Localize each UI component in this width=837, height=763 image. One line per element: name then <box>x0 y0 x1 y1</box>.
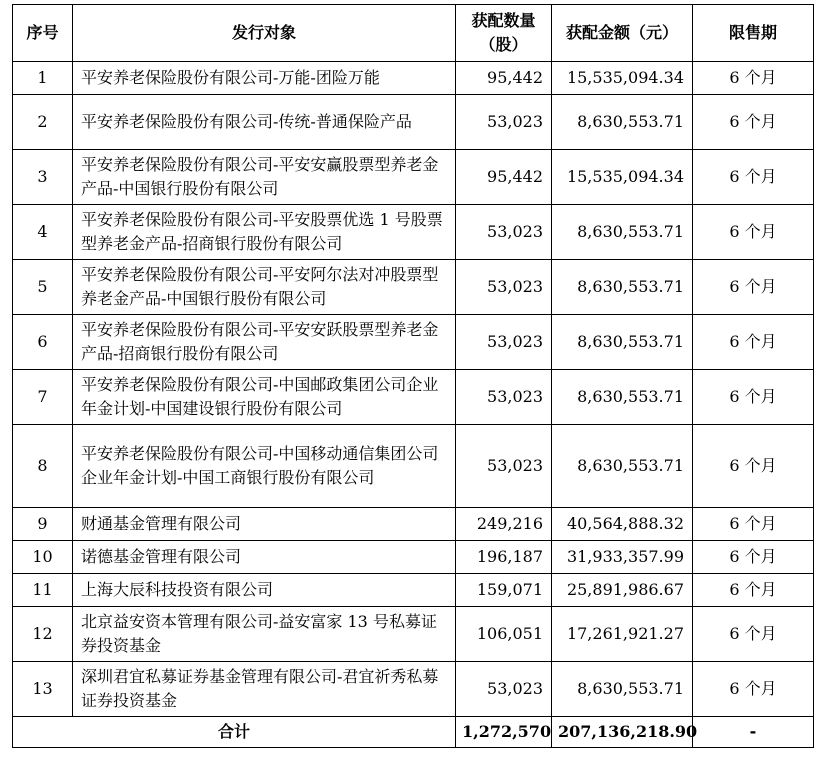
table-row <box>13 425 814 508</box>
table-row <box>13 95 814 150</box>
row-investor: 平安养老保险股份有限公司-中国移动通信集团公司企业年金计划-中国工商银行股份有限公司 <box>73 425 456 508</box>
table-row <box>13 607 814 662</box>
row-index: 4 <box>13 205 73 260</box>
table-row <box>13 315 814 370</box>
allocation-table <box>12 4 814 748</box>
row-investor: 诺德基金管理有限公司 <box>73 541 456 574</box>
row-index: 9 <box>13 508 73 541</box>
row-investor: 平安养老保险股份有限公司-平安阿尔法对冲股票型养老金产品-中国银行股份有限公司 <box>73 260 456 315</box>
row-lockup: 6 个月 <box>693 607 814 662</box>
table-row <box>13 541 814 574</box>
table-row <box>13 370 814 425</box>
row-amount: 25,891,986.67 <box>552 574 693 607</box>
row-amount: 8,630,553.71 <box>552 205 693 260</box>
row-investor: 上海大辰科技投资有限公司 <box>73 574 456 607</box>
row-lockup: 6 个月 <box>693 62 814 95</box>
row-index: 1 <box>13 62 73 95</box>
row-investor: 平安养老保险股份有限公司-平安安跃股票型养老金产品-招商银行股份有限公司 <box>73 315 456 370</box>
row-index: 13 <box>13 662 73 717</box>
row-amount: 8,630,553.71 <box>552 315 693 370</box>
row-lockup: 6 个月 <box>693 205 814 260</box>
row-shares: 53,023 <box>456 205 552 260</box>
header-index: 序号 <box>13 5 73 62</box>
total-amount: 207,136,218.90 <box>552 717 693 748</box>
row-lockup: 6 个月 <box>693 260 814 315</box>
row-index: 2 <box>13 95 73 150</box>
row-investor: 北京益安资本管理有限公司-益安富家 13 号私募证券投资基金 <box>73 607 456 662</box>
total-shares: 1,272,570 <box>456 717 552 748</box>
row-investor: 平安养老保险股份有限公司-平安股票优选 1 号股票型养老金产品-招商银行股份有限公司 <box>73 205 456 260</box>
row-lockup: 6 个月 <box>693 541 814 574</box>
row-shares: 53,023 <box>456 370 552 425</box>
row-shares: 53,023 <box>456 425 552 508</box>
row-shares: 53,023 <box>456 662 552 717</box>
row-amount: 8,630,553.71 <box>552 662 693 717</box>
table-row <box>13 508 814 541</box>
table-row <box>13 62 814 95</box>
total-row <box>13 717 814 748</box>
row-investor: 平安养老保险股份有限公司-传统-普通保险产品 <box>73 95 456 150</box>
row-amount: 15,535,094.34 <box>552 150 693 205</box>
row-shares: 53,023 <box>456 315 552 370</box>
row-lockup: 6 个月 <box>693 574 814 607</box>
table-header-row <box>13 5 814 62</box>
row-amount: 40,564,888.32 <box>552 508 693 541</box>
row-index: 5 <box>13 260 73 315</box>
row-lockup: 6 个月 <box>693 425 814 508</box>
row-lockup: 6 个月 <box>693 662 814 717</box>
total-label: 合计 <box>13 717 456 748</box>
row-investor: 财通基金管理有限公司 <box>73 508 456 541</box>
table-row <box>13 150 814 205</box>
row-shares: 196,187 <box>456 541 552 574</box>
row-amount: 15,535,094.34 <box>552 62 693 95</box>
row-index: 10 <box>13 541 73 574</box>
row-amount: 8,630,553.71 <box>552 370 693 425</box>
header-shares: 获配数量（股） <box>456 5 552 62</box>
total-lockup: - <box>693 717 814 748</box>
row-index: 8 <box>13 425 73 508</box>
allocation-table-container <box>12 4 814 748</box>
row-lockup: 6 个月 <box>693 315 814 370</box>
row-shares: 53,023 <box>456 260 552 315</box>
row-shares: 95,442 <box>456 62 552 95</box>
row-amount: 8,630,553.71 <box>552 425 693 508</box>
header-amount: 获配金额（元） <box>552 5 693 62</box>
row-lockup: 6 个月 <box>693 150 814 205</box>
row-shares: 106,051 <box>456 607 552 662</box>
row-shares: 53,023 <box>456 95 552 150</box>
row-lockup: 6 个月 <box>693 95 814 150</box>
header-investor: 发行对象 <box>73 5 456 62</box>
row-shares: 159,071 <box>456 574 552 607</box>
row-amount: 17,261,921.27 <box>552 607 693 662</box>
header-lockup: 限售期 <box>693 5 814 62</box>
table-row <box>13 205 814 260</box>
table-row <box>13 260 814 315</box>
row-shares: 95,442 <box>456 150 552 205</box>
row-shares: 249,216 <box>456 508 552 541</box>
table-row <box>13 574 814 607</box>
row-index: 7 <box>13 370 73 425</box>
row-investor: 平安养老保险股份有限公司-平安安赢股票型养老金产品-中国银行股份有限公司 <box>73 150 456 205</box>
row-index: 6 <box>13 315 73 370</box>
row-index: 11 <box>13 574 73 607</box>
row-amount: 8,630,553.71 <box>552 95 693 150</box>
row-index: 12 <box>13 607 73 662</box>
row-lockup: 6 个月 <box>693 508 814 541</box>
row-investor: 平安养老保险股份有限公司-万能-团险万能 <box>73 62 456 95</box>
row-investor: 平安养老保险股份有限公司-中国邮政集团公司企业年金计划-中国建设银行股份有限公司 <box>73 370 456 425</box>
table-row <box>13 662 814 717</box>
row-amount: 31,933,357.99 <box>552 541 693 574</box>
row-investor: 深圳君宜私募证券基金管理有限公司-君宜祈秀私募证券投资基金 <box>73 662 456 717</box>
row-amount: 8,630,553.71 <box>552 260 693 315</box>
row-lockup: 6 个月 <box>693 370 814 425</box>
row-index: 3 <box>13 150 73 205</box>
